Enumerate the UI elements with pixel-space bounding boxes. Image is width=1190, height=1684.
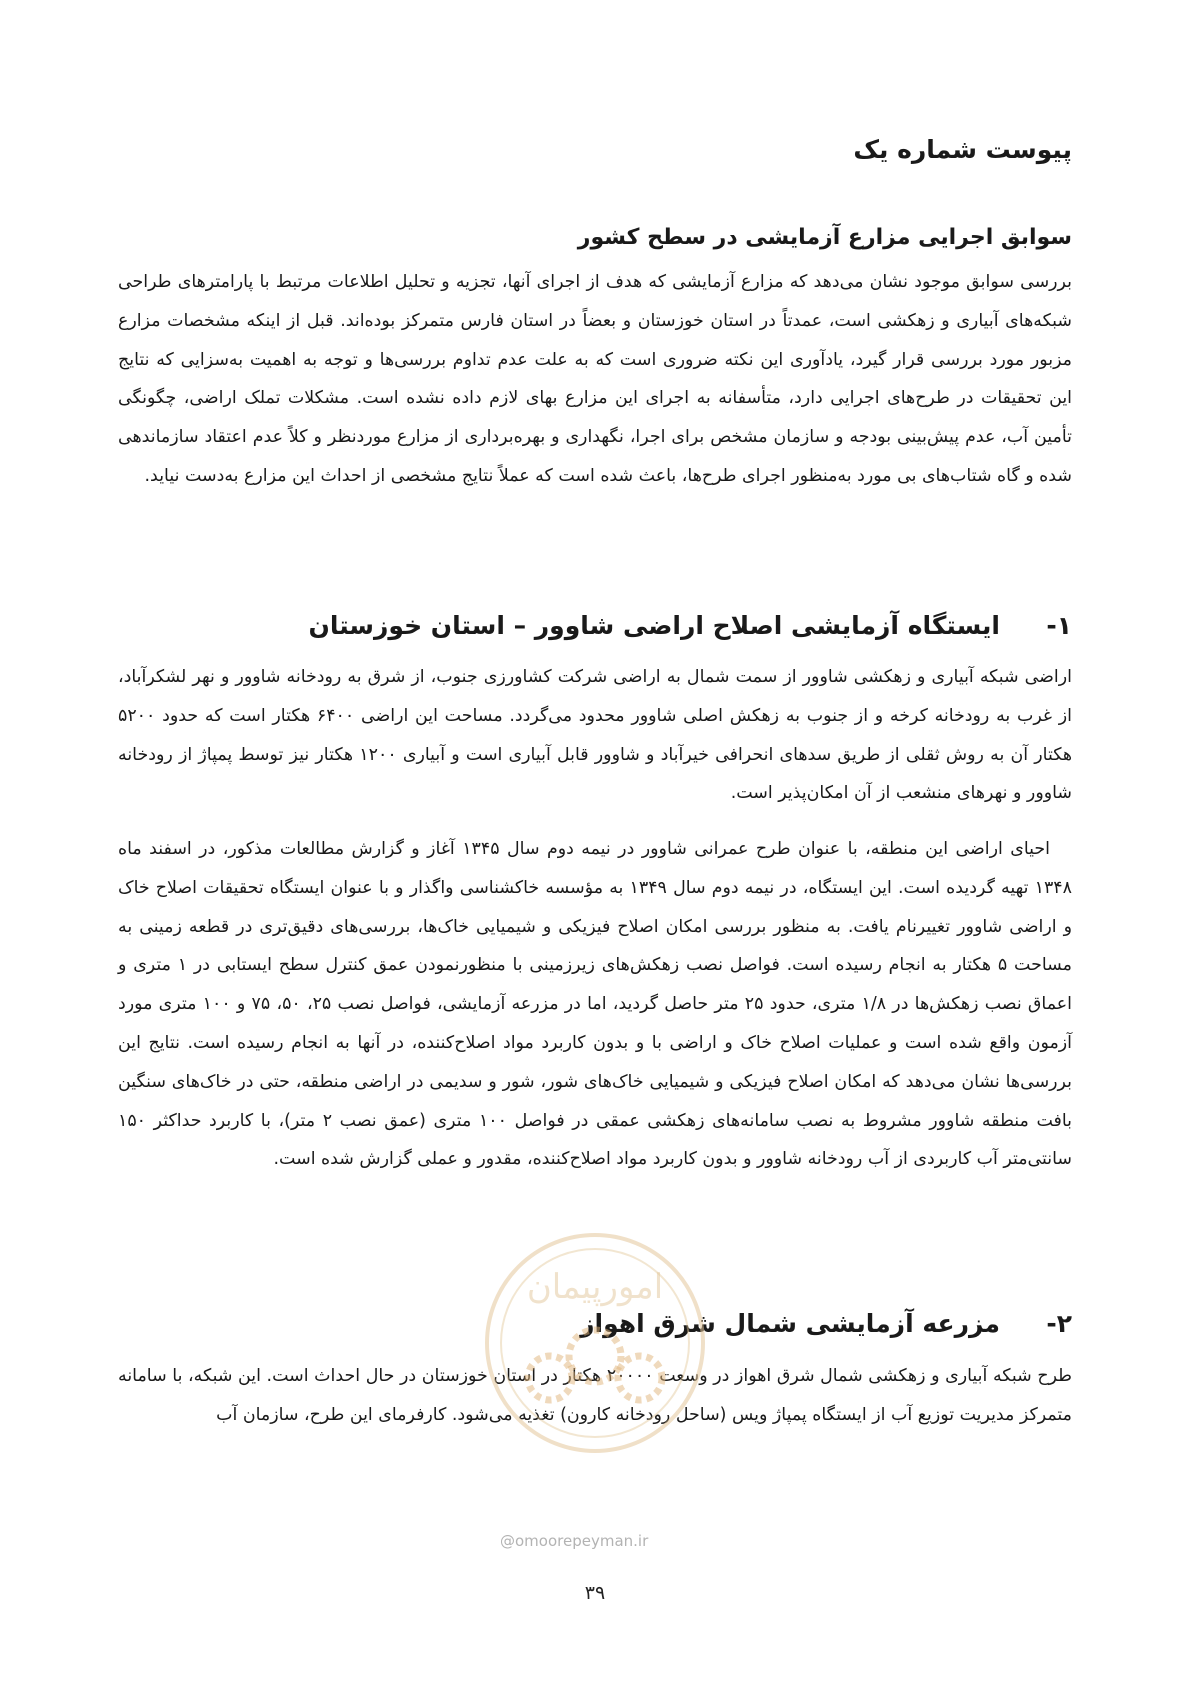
section-2-number: ۲- — [1046, 1309, 1072, 1338]
section-1-heading — [309, 606, 1073, 646]
section-1-paragraph-1: اراضی شبکه آبیاری و زهکشی شاوور از سمت شمال به اراضی شرکت کشاورزی جنوب، از شرق به رودخانه شاوور و نهر لشکرآباد، از غرب به رودخانه کرخه و از جنوب به زهکش اصلی شاوور محدود می‌گردد. مساحت این اراضی ۶۴۰۰ هکتار است که حدود ۵۲۰۰ هکتار آن به روش ثقلی از طریق سدهای انحرافی خیرآباد و شاوور قابل آبیاری است و آبیاری ۱۲۰۰ هکتار نیز توسط پمپاژ از رودخانه شاوور و نهرهای منشعب از آن امکان‌پذیر است. — [118, 667, 1073, 804]
intro-paragraph: بررسی سوابق موجود نشان می‌دهد که مزارع آزمایشی که هدف از اجرای آنها، تجزیه و تحلیل اطلاعات مرتبط با پارامترهای طراحی شبکه‌های آبیاری و زهکشی است، عمدتاً در استان خوزستان و بعضاً در استان فارس متمرکز بوده‌اند. قبل از اینکه مشخصات مزارع مزبور مورد بررسی قرار گیرد، یادآوری این نکته ضروری است که به علت عدم تداوم بررسی‌ها و توجه به اهمیت به‌سزایی که نتایج این تحقیقات در طرح‌های اجرایی دارد، متأسفانه به اجرای این مزارع بهای لازم داده نشده است. مشکلات تملک اراضی، چگونگی تأمین آب، عدم پیش‌بینی بودجه و سازمان مشخص برای اجرا، نگهداری و بهره‌برداری از مزارع موردنظر و کلاً عدم اعتقاد سازماندهی شده و گاه شتاب‌های بی مورد به‌منظور اجرای طرح‌ها، باعث شده است که عملاً نتایج مشخصی از احداث این مزارع به‌دست نیاید. — [118, 272, 1072, 486]
section-1-number: ۱- — [1046, 611, 1072, 640]
section-2-title: مزرعه آزمایشی شمال شرق اهواز — [580, 1309, 1000, 1338]
page-number: ۳۹ — [584, 1582, 606, 1604]
watermark-text: امورپیمان — [526, 1267, 664, 1307]
section-2-heading — [580, 1304, 1072, 1344]
watermark-url: @omoorepeyman.ir — [500, 1532, 649, 1550]
section-2-paragraph-1: طرح شبکه آبیاری و زهکشی شمال شرق اهواز در وسعت ۲۰۰۰۰ هکتار در استان خوزستان در حال احداث است. این شبکه، با سامانه متمرکز مدیریت توزیع آب از ایستگاه پمپاژ ویس (ساحل رودخانه کارون) تغذیه می‌شود. کارفرمای این طرح، سازمان آب — [118, 1366, 1073, 1425]
section-heading: سوابق اجرایی مزارع آزمایشی در سطح کشور — [577, 225, 1072, 250]
appendix-title: پیوست شماره یک — [853, 135, 1072, 164]
section-1-title: ایستگاه آزمایشی اصلاح اراضی شاوور – استان خوزستان — [308, 611, 1000, 640]
document-page — [118, 0, 1072, 1684]
section-1-paragraph-2: احیای اراضی این منطقه، با عنوان طرح عمرانی شاوور در نیمه دوم سال ۱۳۴۵ آغاز و گزارش مطالعات مذکور، در اسفند ماه ۱۳۴۸ تهیه گردیده است. این ایستگاه، در نیمه دوم سال ۱۳۴۹ به مؤسسه خاکشناسی واگذار و با عنوان ایستگاه تحقیقات اصلاح خاک و اراضی شاوور تغییرنام یافت. به منظور بررسی امکان اصلاح فیزیکی و شیمیایی خاک‌ها، بررسی‌های دقیق‌تری در قطعه زمینی به مساحت ۵ هکتار به انجام رسیده است. فواصل نصب زهکش‌های زیرزمینی با منظورنمودن عمق کنترل سطح ایستابی در ۱ متری و اعماق نصب زهکش‌ها در ۱/۸ متری، حدود ۲۵ متر حاصل گردید، اما در مزرعه آزمایشی، فواصل نصب ۲۵، ۵۰، ۷۵ و ۱۰۰ متری مورد آزمون واقع شده است و عملیات اصلاح خاک و اراضی با و بدون کاربرد مواد اصلاح‌کننده، در آنها به انجام رسیده است. نتایج این بررسی‌ها نشان می‌دهد که امکان اصلاح فیزیکی و شیمیایی خاک‌های شور، شور و سدیمی در اراضی منطقه، حتی در خاک‌های سنگین بافت منطقه شاوور مشروط به نصب سامانه‌های زهکشی عمقی در فواصل ۱۰۰ متری (عمق نصب ۲ متر)، با کاربرد حداکثر ۱۵۰ سانتی‌متر آب کاربردی از آب رودخانه شاوور و بدون کاربرد مواد اصلاح‌کننده، مقدور و عملی گزارش شده است. — [118, 839, 1072, 1170]
